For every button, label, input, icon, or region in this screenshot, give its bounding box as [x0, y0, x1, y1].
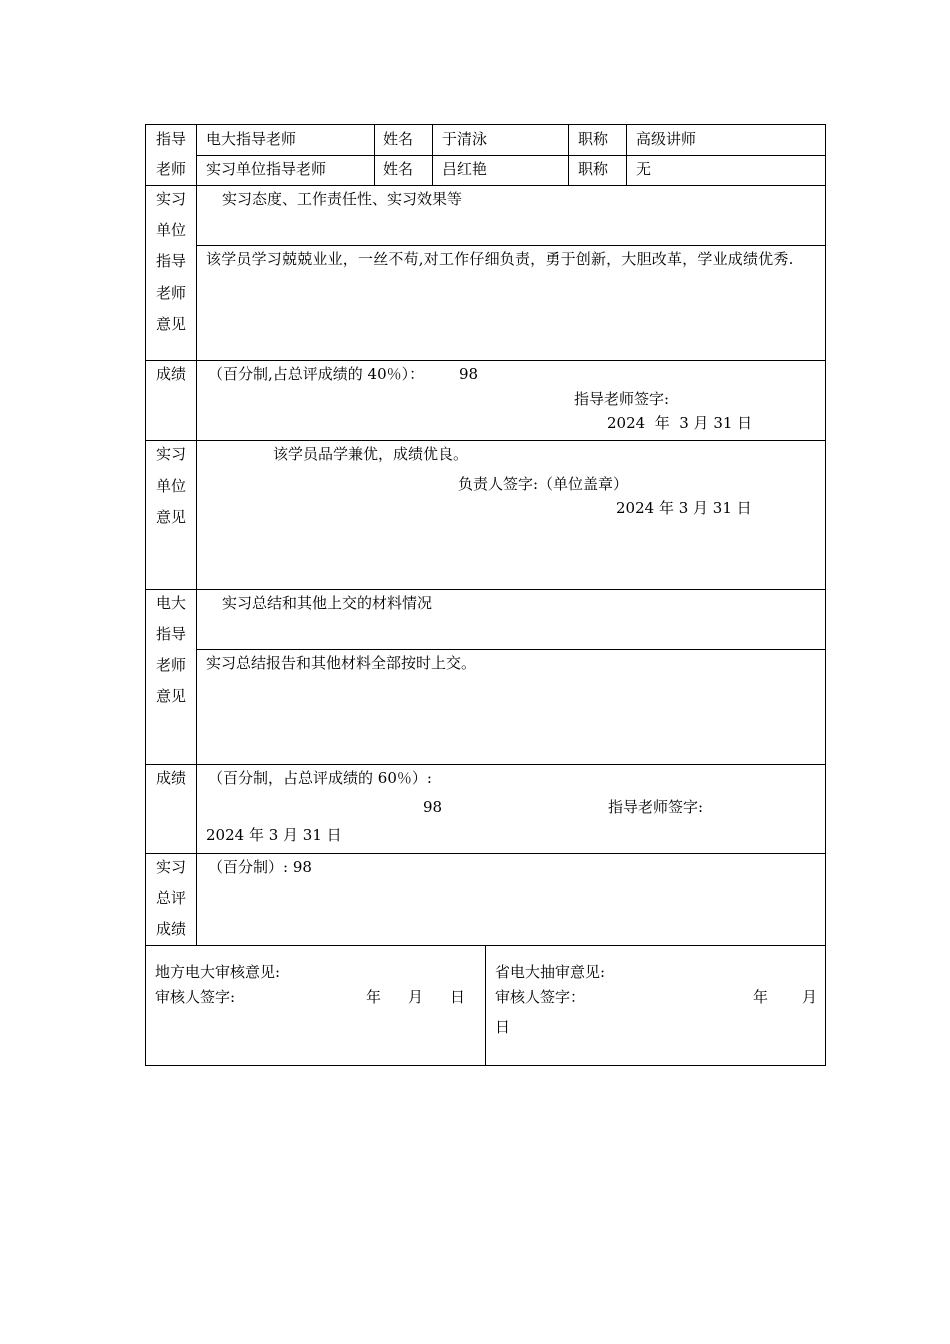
- provincial-date-month: 月: [802, 988, 818, 1006]
- score-label: 成绩: [156, 365, 187, 383]
- score-basis: （百分制,占总评成绩的 40％）：: [208, 365, 425, 383]
- section-label-unit-advisor-opinion: 实习: [156, 190, 187, 208]
- provincial-signer-label: 审核人签字：: [495, 988, 586, 1006]
- section-label-unit-opinion: 实习: [156, 445, 187, 463]
- provincial-date-year: 年: [753, 988, 769, 1006]
- unit-signature-label: 负责人签字:（单位盖章）: [458, 475, 629, 493]
- rule: [374, 124, 375, 185]
- opinion-prompt: 实习态度、工作责任性、实习效果等: [222, 190, 463, 208]
- rule: [145, 764, 826, 765]
- section-label-final-score: 总评: [156, 889, 187, 907]
- score-label: 成绩: [156, 769, 187, 787]
- unit-comment: 该学员品学兼优，成绩优良。: [273, 445, 469, 463]
- title-label: 职称: [578, 130, 609, 148]
- section-label-final-score: 成绩: [156, 920, 187, 938]
- signature-date: 2024 年 3 月 31 日: [607, 414, 753, 432]
- section-label-advisor: 指导: [156, 130, 187, 148]
- section-label-tvu-advisor-opinion: 意见: [156, 687, 187, 705]
- local-signer-label: 审核人签字:: [155, 988, 236, 1006]
- rule: [196, 155, 826, 156]
- score-basis: （百分制，占总评成绩的 60％）:: [208, 769, 432, 787]
- advisor-role: 实习单位指导老师: [206, 160, 327, 178]
- advisor-title: 高级讲师: [636, 130, 697, 148]
- rule: [196, 649, 826, 650]
- section-label-unit-opinion: 单位: [156, 477, 187, 495]
- score-value: 98: [459, 365, 479, 383]
- rule: [145, 185, 826, 186]
- rule: [196, 124, 197, 945]
- section-label-advisor: 老师: [156, 160, 187, 178]
- rule: [145, 440, 826, 441]
- section-label-final-score: 实习: [156, 858, 187, 876]
- local-date-year: 年: [366, 988, 382, 1006]
- provincial-review-title: 省电大抽审意见:: [495, 963, 606, 981]
- unit-signature-date: 2024 年 3 月 31 日: [616, 499, 752, 517]
- signature-date: 2024 年 3 月 31 日: [206, 826, 342, 844]
- rule: [568, 124, 569, 185]
- rule: [145, 853, 826, 854]
- name-label: 姓名: [383, 130, 414, 148]
- section-label-unit-opinion: 意见: [156, 508, 187, 526]
- section-label-unit-advisor-opinion: 意见: [156, 315, 187, 333]
- opinion-comment: 实习总结报告和其他材料全部按时上交。: [206, 654, 477, 672]
- local-date-month: 月: [408, 988, 424, 1006]
- rule: [626, 124, 627, 185]
- section-label-unit-advisor-opinion: 单位: [156, 221, 187, 239]
- section-label-unit-advisor-opinion: 老师: [156, 284, 187, 302]
- score-value: 98: [423, 798, 443, 816]
- rule: [145, 360, 826, 361]
- advisor-title: 无: [636, 160, 652, 178]
- section-label-tvu-advisor-opinion: 电大: [156, 594, 187, 612]
- name-label: 姓名: [383, 160, 414, 178]
- local-review-title: 地方电大审核意见:: [155, 963, 281, 981]
- signature-label: 指导老师签字:: [574, 390, 670, 408]
- opinion-prompt: 实习总结和其他上交的材料情况: [222, 594, 433, 612]
- rule: [432, 124, 433, 185]
- provincial-date-day: 日: [495, 1018, 511, 1036]
- final-score-text: （百分制）: 98: [208, 858, 312, 876]
- section-label-unit-advisor-opinion: 指导: [156, 252, 187, 270]
- advisor-role: 电大指导老师: [206, 130, 297, 148]
- signature-label: 指导老师签字:: [608, 798, 704, 816]
- advisor-name: 于清泳: [442, 130, 488, 148]
- opinion-comment: 该学员学习兢兢业业，一丝不苟,对工作仔细负责，勇于创新，大胆改革，学业成绩优秀.: [206, 250, 794, 268]
- rule: [485, 945, 486, 1066]
- rule: [145, 589, 826, 590]
- section-label-tvu-advisor-opinion: 老师: [156, 656, 187, 674]
- title-label: 职称: [578, 160, 609, 178]
- local-date-day: 日: [450, 988, 466, 1006]
- section-label-tvu-advisor-opinion: 指导: [156, 625, 187, 643]
- advisor-name: 吕红艳: [442, 160, 488, 178]
